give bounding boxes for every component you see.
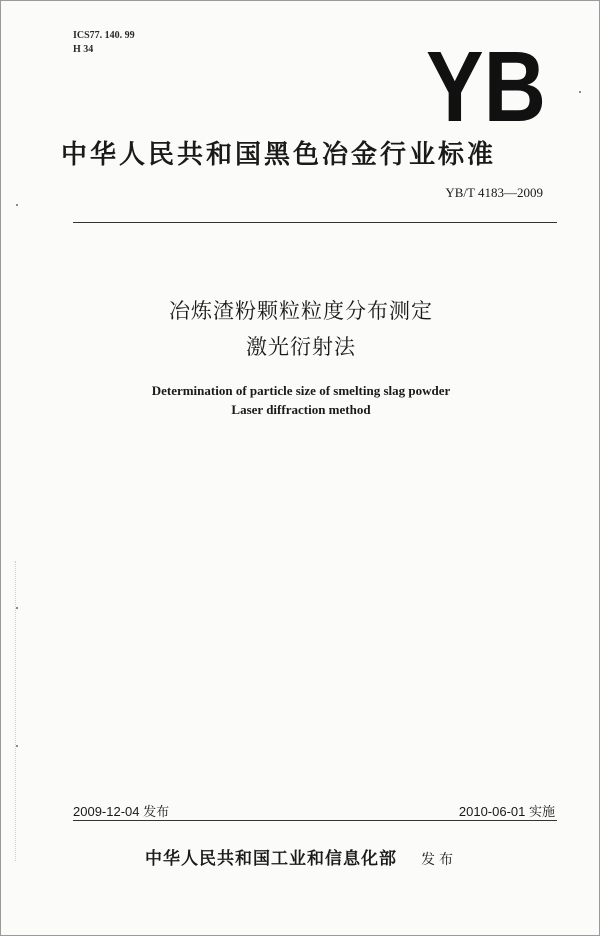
scan-speck xyxy=(16,745,18,747)
issue-date: 2009-12-04 发布 xyxy=(73,804,170,819)
title-en-line1: Determination of particle size of smelting slag powder xyxy=(151,383,451,398)
publisher-line xyxy=(1,844,601,869)
title-en-line2: Laser diffraction method xyxy=(231,402,371,417)
footer-divider xyxy=(73,820,557,821)
title-cn-line1: 冶炼渣粉颗粒粒度分布测定 xyxy=(169,299,433,323)
title-cn-line2: 激光衍射法 xyxy=(246,335,356,359)
publish-word: 发布 xyxy=(421,852,457,868)
ics-code: ICS77. 140. 99 xyxy=(73,30,135,41)
publisher-name: 中华人民共和国工业和信息化部 xyxy=(145,849,397,869)
effective-date: 2010-06-01 实施 xyxy=(458,804,555,819)
organization-title: 中华人民共和国黑色冶金行业标准 xyxy=(61,140,497,170)
scan-edge-mark xyxy=(15,561,16,861)
standard-number: YB/T 4183—2009 xyxy=(445,185,543,200)
yb-logo xyxy=(424,31,548,143)
scan-speck xyxy=(579,91,581,93)
yb-logo-text: YB xyxy=(426,31,546,143)
ccs-code: H 34 xyxy=(73,44,94,55)
scan-speck xyxy=(16,607,18,609)
scan-speck xyxy=(16,204,18,206)
classification-codes xyxy=(73,29,135,57)
header-divider xyxy=(73,222,557,223)
